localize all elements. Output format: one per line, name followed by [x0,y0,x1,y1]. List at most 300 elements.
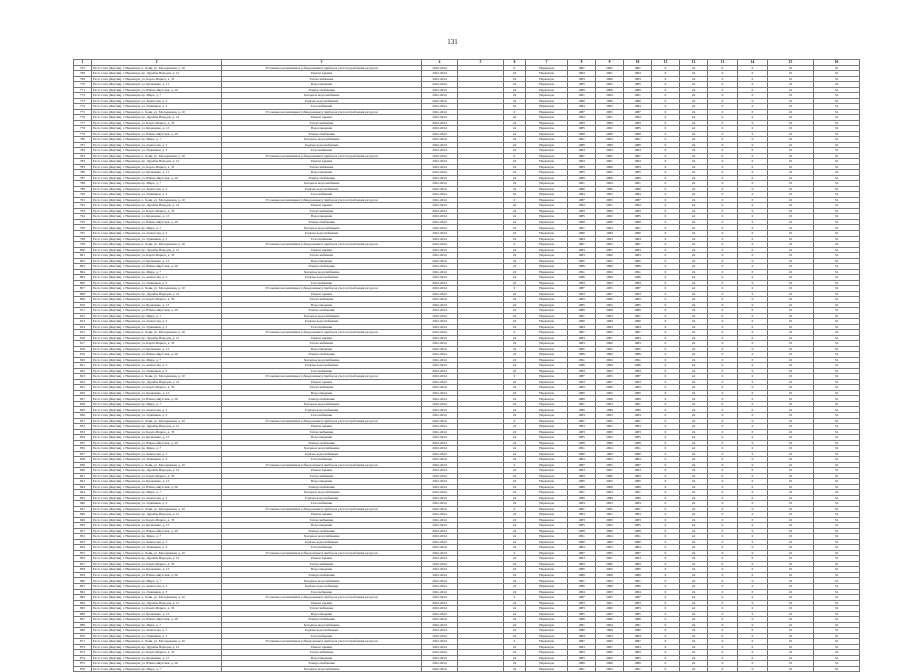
table-cell: 0 [738,451,768,457]
table-cell: 1991 [568,446,596,452]
table-cell: 1985 [568,214,596,220]
table-cell: 0 [708,208,738,214]
table-cell: 1993 [568,379,596,385]
table-cell: 1985 [624,214,652,220]
table-cell: 1980 [624,142,652,148]
table-cell: Респ. Саха (Якутия), г. Нерюнгри, пр. Дружбы Народов, д. 12 [92,468,222,474]
table-cell: 1984 [624,633,652,639]
table-cell: 1980 [624,363,652,369]
table-cell: 24 [504,137,526,143]
table-cell: 1991 [624,622,652,628]
column-header: 7 [526,60,568,66]
table-cell: 24 [680,628,708,634]
table-cell: 0 [708,225,738,231]
table-cell: Водоотведение [222,302,422,308]
table-cell: 0 [652,650,680,656]
table-cell: 0 [738,148,768,154]
table-cell: 52 [814,319,860,325]
table-cell: 0 [708,87,738,93]
table-cell: Респ. Саха (Якутия), г. Нерюнгри, п. Хани, ул. Молодежная, д. 10 [92,595,222,601]
table-cell: 10 [768,390,814,396]
table-cell: 10 [768,115,814,121]
table-cell: 0 [708,468,738,474]
table-cell: 0 [652,418,680,424]
table-cell: 1989 [568,396,596,402]
table-cell: Теплоснабжение [222,606,422,612]
table-cell: 24 [680,639,708,645]
table-cell: 10 [768,407,814,413]
table-cell: Нерюнгри [526,413,568,419]
table-cell: 772 [74,93,92,99]
table-cell: Горячее водоснабжение [222,628,422,634]
table-cell: 2022-2024 [422,175,458,181]
table-cell: 2022-2024 [422,440,458,446]
table-cell: 825 [74,385,92,391]
table-cell: 24 [680,611,708,617]
table-cell: 24 [504,363,526,369]
table-cell: Нерюнгри [526,567,568,573]
table-cell: 1984 [568,148,596,154]
table-cell: 2005 [596,595,624,601]
table-cell: 0 [738,264,768,270]
table-cell: 0 [652,379,680,385]
table-cell: 0 [738,462,768,468]
table-cell: 0 [738,186,768,192]
table-cell: Холодное водоснабжение [222,401,422,407]
table-cell: 24 [680,297,708,303]
table-cell: 2022-2024 [422,330,458,336]
table-cell: Холодное водоснабжение [222,181,422,187]
table-cell: Респ. Саха (Якутия), г. Нерюнгри, п. Хани, ул. Молодежная, д. 10 [92,506,222,512]
table-cell: Респ. Саха (Якутия), г. Нерюнгри, пр. Дружбы Народов, д. 12 [92,556,222,562]
table-cell: 24 [680,545,708,551]
table-cell: 24 [504,451,526,457]
table-cell: 0 [738,578,768,584]
table-cell: 1980 [568,275,596,281]
table-cell: 2004 [596,181,624,187]
table-cell: 828 [74,401,92,407]
table-cell: 817 [74,341,92,347]
table-cell: 24 [680,528,708,534]
table-cell: 24 [680,253,708,259]
table-cell: 1991 [624,137,652,143]
table-cell: 1980 [568,363,596,369]
table-cell: 1991 [624,181,652,187]
table-cell: 0 [738,346,768,352]
table-cell: 24 [680,115,708,121]
table-cell: 1984 [568,413,596,419]
table-cell: 52 [814,468,860,474]
table-cell: 0 [708,512,738,518]
table-cell: 2022-2024 [422,186,458,192]
table-cell: Ремонт крыши [222,247,422,253]
table-cell: Респ. Саха (Якутия), г. Нерюнгри, ул. Аммосова, д. 5 [92,539,222,545]
table-cell: Респ. Саха (Якутия), г. Нерюнгри, ул. Лужников, д. 3 [92,148,222,154]
table-cell: Водоотведение [222,435,422,441]
table-cell: 1991 [568,93,596,99]
column-header: 15 [768,60,814,66]
table-cell: Нерюнгри [526,341,568,347]
table-cell: 1983 [568,208,596,214]
table-cell: 52 [814,639,860,645]
table-cell: Водоотведение [222,126,422,132]
table-cell: 0 [652,606,680,612]
table-cell: Нерюнгри [526,490,568,496]
table-cell: Респ. Саха (Якутия), г. Нерюнгри, п. Хани, ул. Молодежная, д. 10 [92,550,222,556]
table-cell: 1983 [568,606,596,612]
table-cell: 10 [768,225,814,231]
table-cell: 1989 [624,661,652,667]
table-cell: 1980 [568,230,596,236]
table-cell: 1980 [624,495,652,501]
table-cell: Нерюнгри [526,424,568,430]
table-cell: 10 [768,357,814,363]
table-cell: 24 [680,655,708,661]
table-cell: 2001 [596,159,624,165]
table-cell: 0 [652,153,680,159]
table-cell: 24 [504,567,526,573]
table-cell: 10 [768,269,814,275]
table-cell: 1999 [596,628,624,634]
table-cell: 24 [680,495,708,501]
table-cell: 24 [680,506,708,512]
table-cell: 2001 [596,71,624,77]
table-cell: Нерюнгри [526,484,568,490]
table-cell: 862 [74,589,92,595]
table-cell: 52 [814,76,860,82]
table-cell: 24 [504,225,526,231]
table-cell: 52 [814,126,860,132]
table-cell: 1985 [568,523,596,529]
table-cell: Холодное водоснабжение [222,93,422,99]
table-cell: 24 [504,606,526,612]
table-cell: 24 [504,170,526,176]
table-cell: Холодное водоснабжение [222,622,422,628]
table-cell: 24 [680,512,708,518]
table-cell: Нерюнгри [526,120,568,126]
table-cell: 2022-2024 [422,197,458,203]
table-cell: 0 [738,517,768,523]
table-cell: 24 [680,583,708,589]
table-cell: 24 [504,385,526,391]
table-cell: Нерюнгри [526,578,568,584]
table-cell: 0 [708,330,738,336]
table-cell: Респ. Саха (Якутия), г. Нерюнгри, пр. Мира, д. 7 [92,490,222,496]
table-cell: 0 [652,71,680,77]
table-cell: 24 [504,368,526,374]
table-cell: Ремонт крыши [222,203,422,209]
table-cell: 2022-2024 [422,390,458,396]
table-cell: Электроснабжение [222,131,422,137]
table-cell: 52 [814,556,860,562]
table-cell: 24 [680,462,708,468]
table-cell: 1984 [624,545,652,551]
table-cell: 2006 [596,308,624,314]
table-cell: 0 [652,297,680,303]
table-cell: Нерюнгри [526,142,568,148]
table-cell: 24 [680,264,708,270]
table-cell: 0 [652,462,680,468]
table-cell: Установка коллективных (общедомовых) приборов учета потребления ресурсов [222,153,422,159]
table-cell: 24 [504,572,526,578]
table-cell: Нерюнгри [526,390,568,396]
table-cell: 852 [74,534,92,540]
table-cell: 0 [738,539,768,545]
table-cell: 24 [680,390,708,396]
table-cell: Респ. Саха (Якутия), г. Нерюнгри, ул. Карла Маркса, д. 33 [92,253,222,259]
table-cell: 2022-2024 [422,556,458,562]
table-cell: 1991 [568,313,596,319]
table-cell: 1993 [568,203,596,209]
table-cell: 1985 [568,258,596,264]
table-cell: 52 [814,291,860,297]
table-cell: Нерюнгри [526,159,568,165]
table-cell: 1987 [568,462,596,468]
table-cell: 767 [74,65,92,71]
table-cell: 0 [738,572,768,578]
table-cell: 1980 [568,407,596,413]
table-cell: 52 [814,253,860,259]
table-cell: 2003 [596,501,624,507]
table-cell: 0 [738,115,768,121]
table-cell: 1989 [568,617,596,623]
table-cell: 1991 [568,622,596,628]
table-cell: 1987 [568,153,596,159]
table-cell: 0 [652,197,680,203]
table-cell: 2004 [596,578,624,584]
table-cell: Респ. Саха (Якутия), г. Нерюнгри, пр. Мира, д. 7 [92,534,222,540]
table-cell: 0 [708,457,738,463]
table-cell: 0 [708,595,738,601]
table-cell: 863 [74,595,92,601]
table-cell: 0 [738,175,768,181]
table-cell: 0 [708,363,738,369]
table-cell: 0 [708,203,738,209]
table-cell: Теплоснабжение [222,120,422,126]
table-cell: 0 [738,192,768,198]
table-cell: Респ. Саха (Якутия), г. Нерюнгри, ул. Кравченко, д. 15 [92,258,222,264]
table-cell: 0 [738,655,768,661]
table-cell: 1987 [568,197,596,203]
table-cell: 1993 [568,291,596,297]
table-cell: 52 [814,65,860,71]
table-cell: Нерюнгри [526,440,568,446]
table-cell: 1989 [624,572,652,578]
table-cell: Респ. Саха (Якутия), г. Нерюнгри, пр. Дружбы Народов, д. 12 [92,424,222,430]
table-cell: 52 [814,490,860,496]
table-cell: 0 [738,286,768,292]
table-cell: 0 [738,550,768,556]
table-cell: 2022-2024 [422,93,458,99]
table-cell: 2022-2024 [422,633,458,639]
table-cell: 1985 [568,567,596,573]
table-cell: 777 [74,120,92,126]
table-cell: 52 [814,225,860,231]
table-cell: 24 [504,473,526,479]
table-cell: 0 [652,76,680,82]
table-cell: 0 [738,661,768,667]
table-cell: 0 [652,628,680,634]
table-cell: 2022-2024 [422,639,458,645]
table-cell: 24 [680,374,708,380]
table-cell: 857 [74,561,92,567]
table-cell: 24 [680,435,708,441]
table-cell: 1980 [568,319,596,325]
table-cell: 0 [652,186,680,192]
table-cell: Теплоснабжение [222,341,422,347]
table-cell: 0 [708,186,738,192]
table-cell: 2004 [596,490,624,496]
table-cell: Нерюнгри [526,319,568,325]
table-cell: 10 [768,429,814,435]
table-cell: 0 [652,523,680,529]
table-cell: 2022-2024 [422,153,458,159]
table-cell: 24 [504,297,526,303]
table-cell: 2022-2024 [422,539,458,545]
table-cell: 0 [708,578,738,584]
table-cell: 0 [708,413,738,419]
table-cell: 0 [652,175,680,181]
table-cell: 778 [74,126,92,132]
table-cell: 1989 [624,440,652,446]
table-cell: 0 [652,639,680,645]
table-cell: Ремонт крыши [222,291,422,297]
table-cell: 796 [74,225,92,231]
table-cell: 10 [768,98,814,104]
table-cell: 0 [652,236,680,242]
table-cell: 0 [738,137,768,143]
table-cell: 10 [768,479,814,485]
table-cell: Нерюнгри [526,208,568,214]
table-cell: 854 [74,545,92,551]
table-cell: 0 [738,258,768,264]
table-cell: Водоотведение [222,567,422,573]
table-cell: 0 [708,506,738,512]
table-cell: 10 [768,264,814,270]
table-cell: 842 [74,479,92,485]
table-cell: 1984 [568,192,596,198]
table-cell: Респ. Саха (Якутия), г. Нерюнгри, ул. Южно-Якутская, д. 29 [92,308,222,314]
table-cell: 0 [708,528,738,534]
table-cell: 24 [680,280,708,286]
table-cell: 2002 [596,302,624,308]
table-cell: 1980 [568,628,596,634]
table-cell: 1987 [624,109,652,115]
table-cell: 1991 [624,666,652,672]
table-cell: Респ. Саха (Якутия), г. Нерюнгри, ул. Карла Маркса, д. 33 [92,385,222,391]
table-cell: 52 [814,264,860,270]
table-cell: 10 [768,628,814,634]
table-cell: 0 [504,153,526,159]
table-cell: 1999 [596,275,624,281]
table-cell: Респ. Саха (Якутия), г. Нерюнгри, п. Хани, ул. Молодежная, д. 10 [92,286,222,292]
table-cell: 0 [708,633,738,639]
table-cell: Ремонт крыши [222,71,422,77]
table-cell: 24 [680,197,708,203]
table-cell: 2005 [596,153,624,159]
table-cell: 24 [504,247,526,253]
table-cell: 2022-2024 [422,473,458,479]
table-cell: Респ. Саха (Якутия), г. Нерюнгри, ул. Южно-Якутская, д. 29 [92,396,222,402]
table-cell: Нерюнгри [526,346,568,352]
table-cell: 864 [74,600,92,606]
table-cell: Респ. Саха (Якутия), г. Нерюнгри, ул. Кравченко, д. 15 [92,170,222,176]
table-cell: Нерюнгри [526,308,568,314]
table-cell: 0 [652,440,680,446]
table-cell: 52 [814,506,860,512]
table-cell: Установка коллективных (общедомовых) приборов учета потребления ресурсов [222,374,422,380]
table-cell: 2003 [596,545,624,551]
table-cell: 2005 [596,197,624,203]
table-cell: Нерюнгри [526,528,568,534]
table-cell: Нерюнгри [526,418,568,424]
table-cell: 10 [768,76,814,82]
table-cell: 24 [504,633,526,639]
table-cell: 1980 [568,583,596,589]
table-cell: 1983 [568,517,596,523]
data-table [73,59,860,672]
table-cell: 52 [814,550,860,556]
table-cell: 10 [768,655,814,661]
table-cell: 2022-2024 [422,230,458,236]
table-cell: 0 [708,611,738,617]
table-cell: 0 [708,291,738,297]
table-cell: 52 [814,363,860,369]
table-cell: 2000 [596,208,624,214]
table-cell: 2022-2024 [422,606,458,612]
table-cell: 2001 [596,424,624,430]
table-cell: Респ. Саха (Якутия), г. Нерюнгри, пр. Мира, д. 7 [92,622,222,628]
table-cell: 24 [680,87,708,93]
table-cell: 10 [768,617,814,623]
table-cell: 0 [708,264,738,270]
table-cell: 24 [680,175,708,181]
table-cell: 2022-2024 [422,214,458,220]
table-cell: 52 [814,313,860,319]
column-header: 9 [596,60,624,66]
table-cell: 798 [74,236,92,242]
table-cell: 24 [504,661,526,667]
table-cell: Нерюнгри [526,523,568,529]
table-cell: Нерюнгри [526,644,568,650]
column-header: 1 [74,60,92,66]
table-cell: 2001 [596,468,624,474]
table-cell: 0 [738,126,768,132]
table-cell: 0 [708,617,738,623]
table-cell: Нерюнгри [526,639,568,645]
table-cell: 52 [814,131,860,137]
table-cell: 24 [680,473,708,479]
table-cell: 0 [738,280,768,286]
table-cell: 24 [680,368,708,374]
table-cell: 0 [652,368,680,374]
table-cell: 1985 [568,170,596,176]
table-cell: 0 [738,291,768,297]
table-cell: 24 [680,269,708,275]
table-cell: 10 [768,556,814,562]
table-cell: 2022-2024 [422,225,458,231]
table-cell: 0 [738,583,768,589]
table-cell: 0 [708,424,738,430]
table-cell: 1983 [624,385,652,391]
table-cell: 24 [680,302,708,308]
table-cell: 24 [680,291,708,297]
table-cell: Нерюнгри [526,186,568,192]
table-cell: 1993 [624,512,652,518]
table-cell: 24 [504,175,526,181]
table-cell: 52 [814,379,860,385]
table-cell: 0 [652,302,680,308]
